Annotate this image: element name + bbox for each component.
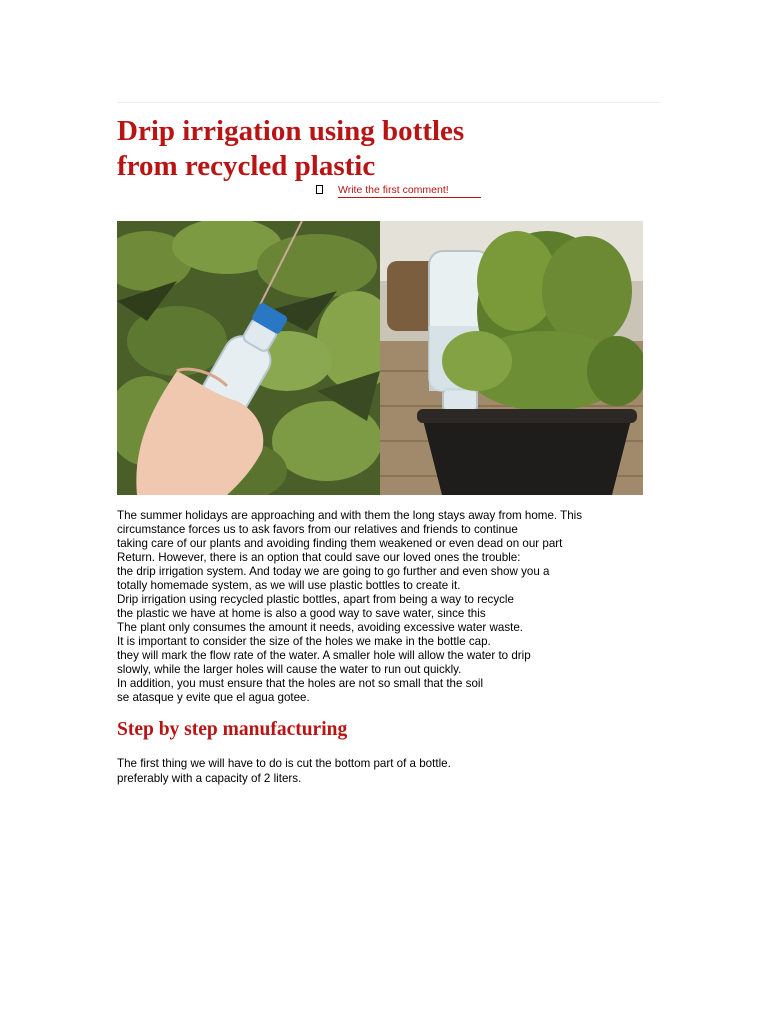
article-photo bbox=[117, 221, 643, 495]
write-first-comment-link[interactable]: Write the first comment! bbox=[338, 184, 481, 198]
body-line: The summer holidays are approaching and with them the long stays away from home. This bbox=[117, 509, 583, 522]
body-line: the plastic we have at home is also a good way to save water, since this bbox=[117, 607, 486, 620]
body-line: Drip irrigation using recycled plastic bottles, apart from being a way to recycle bbox=[117, 593, 514, 606]
comment-row bbox=[316, 183, 481, 199]
body-line: The plant only consumes the amount it needs, avoiding excessive water waste. bbox=[117, 621, 524, 634]
step-line: The first thing we will have to do is cut the bottom part of a bottle. bbox=[117, 757, 451, 770]
top-divider bbox=[117, 102, 661, 103]
section-title: Step by step manufacturing bbox=[117, 719, 348, 740]
comment-icon bbox=[316, 185, 323, 194]
body-line: circumstance forces us to ask favors from our relatives and friends to continue bbox=[117, 523, 518, 536]
flower-pot bbox=[417, 409, 637, 495]
article-title bbox=[117, 114, 657, 184]
step-text bbox=[117, 757, 677, 786]
body-line: slowly, while the larger holes will cause the water to run out quickly. bbox=[117, 663, 462, 676]
body-line: taking care of our plants and avoiding finding them weakened or even dead on our part bbox=[117, 537, 563, 550]
article-title-line-1: Drip irrigation using bottles bbox=[117, 115, 465, 147]
article-photo-svg bbox=[117, 221, 643, 495]
step-line: preferably with a capacity of 2 liters. bbox=[117, 771, 302, 785]
body-line: se atasque y evite que el agua gotee. bbox=[117, 691, 310, 704]
article-title-line-2: from recycled plastic bbox=[117, 150, 376, 182]
body-line: It is important to consider the size of the holes we make in the bottle cap. bbox=[117, 635, 491, 648]
body-line: Return. However, there is an option that could save our loved ones the trouble: bbox=[117, 551, 521, 564]
body-line: the drip irrigation system. And today we are going to go further and even show you a bbox=[117, 565, 550, 578]
body-line: they will mark the flow rate of the water. A smaller hole will allow the water to drip bbox=[117, 649, 531, 662]
body-line: totally homemade system, as we will use plastic bottles to create it. bbox=[117, 579, 461, 592]
body-line: In addition, you must ensure that the holes are not so small that the soil bbox=[117, 677, 484, 690]
article-body bbox=[117, 509, 677, 705]
